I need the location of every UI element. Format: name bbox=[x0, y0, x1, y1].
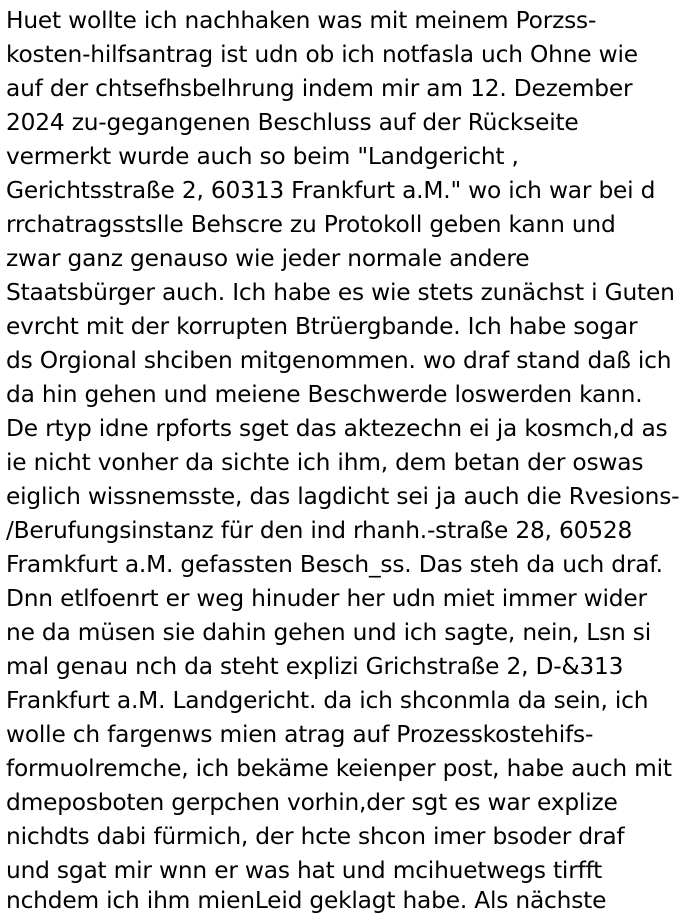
text-line-27: nchdem ich ihm mienLeid geklagt habe. Als nächste bbox=[6, 887, 607, 914]
text-line-1: Huet wollte ich nachhaken was mit meinem Porzss- bbox=[6, 7, 597, 34]
text-line-9: Staatsbürger auch. Ich habe es wie stets zunächst i Guten bbox=[6, 279, 675, 306]
text-line-13: De rtyp idne rpforts sget das aktezechn ei ja kosmch,d as bbox=[6, 415, 668, 442]
text-line-6: Gerichtsstraße 2, 60313 Frankfurt a.M." wo ich war bei d bbox=[6, 177, 656, 204]
text-line-5: vermerkt wurde auch so beim "Landgericht , bbox=[6, 143, 519, 170]
text-line-26: und sgat mir wnn er was hat und mcihuetwegs tirfft bbox=[6, 857, 603, 884]
text-line-14: ie nicht vonher da sichte ich ihm, dem betan der oswas bbox=[6, 449, 644, 476]
text-line-11: ds Orgional shciben mitgenommen. wo draf stand daß ich bbox=[6, 347, 672, 374]
text-line-3: auf der chtsefhsbelhrung indem mir am 12. Dezember bbox=[6, 75, 633, 102]
text-line-21: Frankfurt a.M. Landgericht. da ich shconmla da sein, ich bbox=[6, 687, 649, 714]
text-line-8: zwar ganz genauso wie jeder normale andere bbox=[6, 245, 530, 272]
text-line-10: evrcht mit der korrupten Btrüergbande. Ich habe sogar bbox=[6, 313, 638, 340]
text-line-2: kosten-hilfsantrag ist udn ob ich notfasla uch Ohne wie bbox=[6, 41, 638, 68]
text-line-23: formuolremche, ich bekäme keienper post, habe auch mit bbox=[6, 755, 672, 782]
text-line-15: eiglich wissnemsste, das lagdicht sei ja auch die Rvesions- bbox=[6, 483, 680, 510]
text-line-17: Framkfurt a.M. gefassten Besch_ss. Das steh da uch draf. bbox=[6, 551, 663, 578]
text-line-16: /Berufungsinstanz für den ind rhanh.-straße 28, 60528 bbox=[6, 517, 633, 544]
text-line-22: wolle ch fargenws mien atrag auf Prozesskostehifs- bbox=[6, 721, 594, 748]
text-line-24: dmeposboten gerpchen vorhin,der sgt es war explize bbox=[6, 789, 618, 816]
text-line-25: nichdts dabi fürmich, der hcte shcon imer bsoder draf bbox=[6, 823, 625, 850]
text-line-19: ne da müsen sie dahin gehen und ich sagte, nein, Lsn si bbox=[6, 619, 651, 646]
text-line-4: 2024 zu-gegangenen Beschluss auf der Rückseite bbox=[6, 109, 579, 136]
text-line-7: rrchatragsstslle Behscre zu Protokoll geben kann und bbox=[6, 211, 616, 238]
text-line-18: Dnn etlfoenrt er weg hinuder her udn miet immer wider bbox=[6, 585, 647, 612]
text-line-12: da hin gehen und meiene Beschwerde loswerden kann. bbox=[6, 381, 643, 408]
text-line-20: mal genau nch da steht explizi Grichstraße 2, D-&313 bbox=[6, 653, 624, 680]
